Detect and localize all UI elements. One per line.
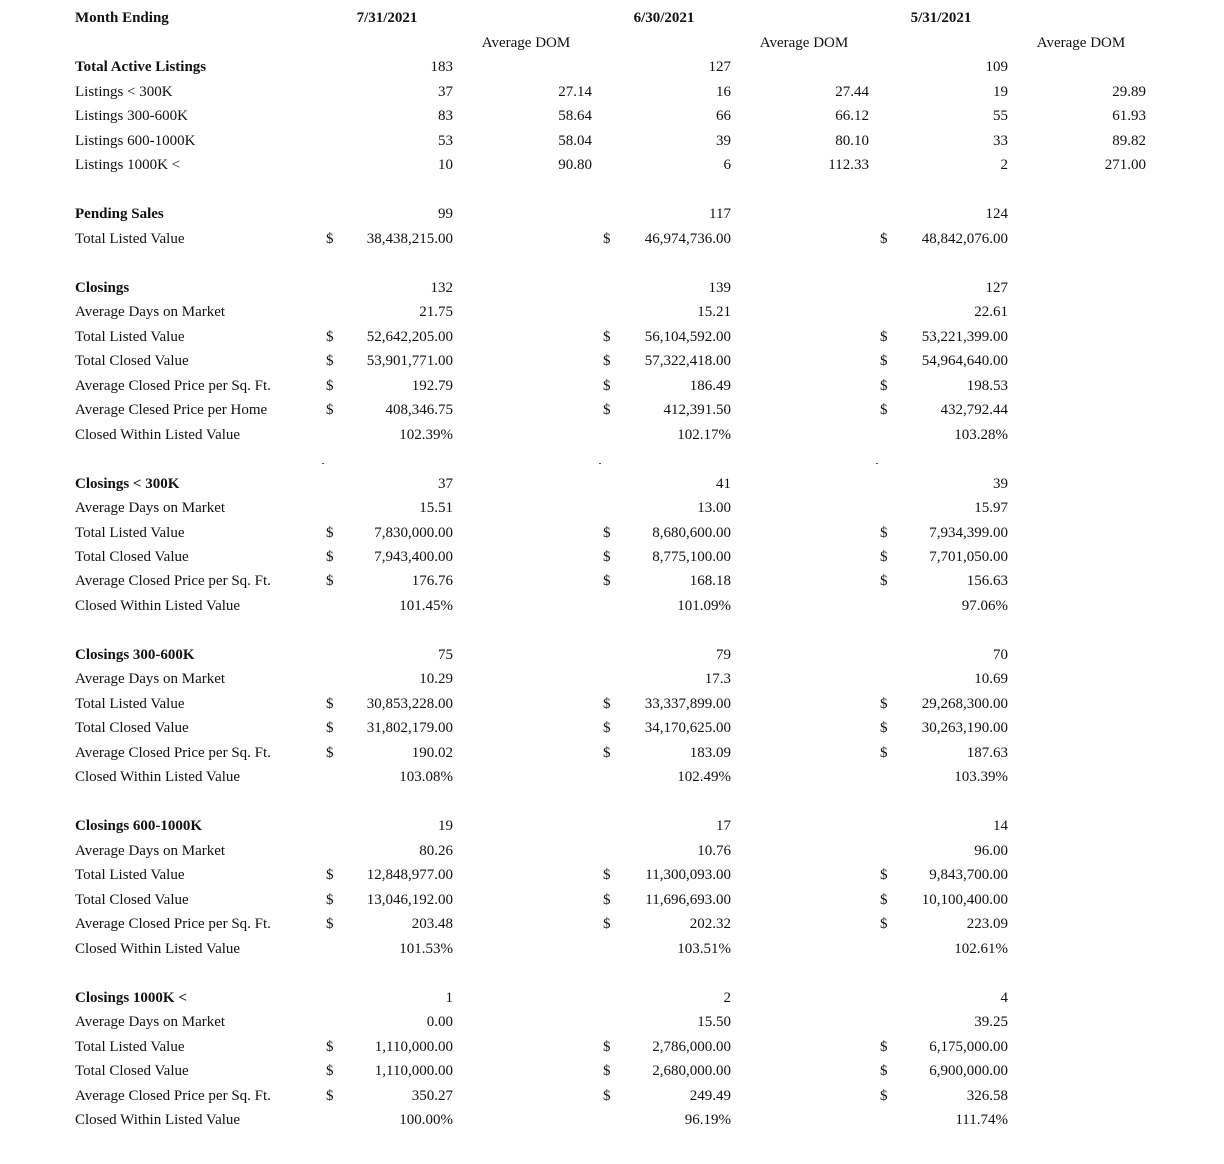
- dollar-sign: $: [326, 720, 334, 736]
- listed-value: 7,934,399.00: [929, 525, 1008, 541]
- listing-dom: 29.89: [1112, 84, 1146, 100]
- sqft-value: 187.63: [966, 745, 1008, 761]
- dollar-sign: $: [326, 402, 334, 418]
- dom-value: 15.50: [697, 1014, 731, 1030]
- listing-count: 19: [993, 84, 1008, 100]
- row-label: Average Clesed Price per Home: [75, 402, 268, 418]
- closed-value: 13,046,192.00: [366, 892, 453, 908]
- dollar-sign: $: [326, 231, 334, 247]
- row-label: Total Listed Value: [75, 329, 185, 345]
- listed-value: 12,848,977.00: [366, 867, 453, 883]
- listed-value: 56,104,592.00: [644, 329, 731, 345]
- closings-300-600k-closed-row: [0, 718, 1224, 738]
- row-label: Average Closed Price per Sq. Ft.: [75, 745, 271, 761]
- listing-count: 16: [716, 84, 731, 100]
- listing-label: Listings 1000K <: [75, 157, 181, 173]
- dollar-sign: $: [880, 1063, 888, 1079]
- closed-value: 1,110,000.00: [374, 1063, 453, 1079]
- closings-under-300k-sqft-row: [0, 571, 1224, 591]
- closings-600-1000k-closed-row: [0, 890, 1224, 910]
- sqft-value: 249.49: [689, 1088, 731, 1104]
- avg-dom-header-3: Average DOM: [1036, 35, 1126, 51]
- home-value: 408,346.75: [385, 402, 453, 418]
- dom-value: 15.97: [974, 500, 1008, 516]
- stray-mark: [876, 463, 878, 464]
- dollar-sign: $: [880, 892, 888, 908]
- dollar-sign: $: [326, 1063, 334, 1079]
- dollar-sign: $: [603, 378, 611, 394]
- closings-600-1000k-listed-row: [0, 865, 1224, 885]
- stray-mark: [322, 463, 324, 464]
- home-value: 432,792.44: [940, 402, 1008, 418]
- dollar-sign: $: [326, 573, 334, 589]
- closing-count: 2: [723, 990, 731, 1006]
- listing-count: 39: [716, 133, 731, 149]
- closings-closed-row: [0, 351, 1224, 371]
- listing-label: Listings 300-600K: [75, 108, 188, 124]
- closings-over-1000k-total-row: [0, 988, 1224, 1008]
- dollar-sign: $: [880, 696, 888, 712]
- closings-under-300k-within-row: [0, 596, 1224, 616]
- closings-600-1000k-sqft-row: [0, 914, 1224, 934]
- dollar-sign: $: [880, 525, 888, 541]
- dollar-sign: $: [880, 402, 888, 418]
- listing-dom: 27.14: [558, 84, 592, 100]
- dollar-sign: $: [326, 329, 334, 345]
- stray-mark: [599, 463, 601, 464]
- listings-over-1000k-row: [0, 155, 1224, 175]
- dollar-sign: $: [880, 549, 888, 565]
- row-label: Average Days on Market: [75, 500, 226, 516]
- closed-value: 53,901,771.00: [366, 353, 453, 369]
- closed-value: 8,775,100.00: [652, 549, 731, 565]
- active-listings-title: Total Active Listings: [75, 59, 207, 75]
- listing-count: 2: [1000, 157, 1008, 173]
- dollar-sign: $: [326, 1039, 334, 1055]
- closed-value: 7,943,400.00: [374, 549, 453, 565]
- closings-sqft-row: [0, 376, 1224, 396]
- closing-count: 127: [985, 280, 1008, 296]
- avg-dom-header-row: [0, 33, 1224, 53]
- closing-count: 17: [716, 818, 731, 834]
- closing-count: 4: [1000, 990, 1008, 1006]
- dollar-sign: $: [326, 378, 334, 394]
- section-title: Closings 1000K <: [75, 990, 187, 1006]
- closed-value: 11,696,693.00: [645, 892, 731, 908]
- closings-300-600k-total-row: [0, 645, 1224, 665]
- listings-300-600k-row: [0, 106, 1224, 126]
- dom-value: 10.69: [974, 671, 1008, 687]
- listed-value: 2,786,000.00: [652, 1039, 731, 1055]
- sqft-value: 223.09: [966, 916, 1008, 932]
- dollar-sign: $: [603, 573, 611, 589]
- closed-value: 6,900,000.00: [929, 1063, 1008, 1079]
- listing-count: 33: [993, 133, 1008, 149]
- listing-count: 55: [993, 108, 1008, 124]
- closings-over-1000k-dom-row: [0, 1012, 1224, 1032]
- closed-value: 54,964,640.00: [921, 353, 1008, 369]
- within-value: 103.28%: [954, 427, 1008, 443]
- dollar-sign: $: [880, 1039, 888, 1055]
- within-value: 111.74%: [955, 1112, 1008, 1128]
- sqft-value: 192.79: [411, 378, 453, 394]
- sqft-value: 186.49: [689, 378, 731, 394]
- within-value: 97.06%: [961, 598, 1008, 614]
- closed-value: 34,170,625.00: [644, 720, 731, 736]
- closings-total-row: [0, 278, 1224, 298]
- dollar-sign: $: [326, 867, 334, 883]
- closing-count: 75: [438, 647, 453, 663]
- sqft-value: 202.32: [689, 916, 731, 932]
- closings-dom-row: [0, 302, 1224, 322]
- listing-count: 10: [438, 157, 453, 173]
- sqft-value: 198.53: [966, 378, 1008, 394]
- row-label: Total Closed Value: [75, 892, 189, 908]
- home-value: 412,391.50: [663, 402, 731, 418]
- dollar-sign: $: [326, 745, 334, 761]
- dollar-sign: $: [880, 720, 888, 736]
- listing-dom: 112.33: [828, 157, 869, 173]
- dollar-sign: $: [880, 573, 888, 589]
- closings-over-1000k-within-row: [0, 1110, 1224, 1130]
- dollar-sign: $: [603, 892, 611, 908]
- dollar-sign: $: [326, 353, 334, 369]
- closed-value: 10,100,400.00: [921, 892, 1008, 908]
- closings-within-row: [0, 425, 1224, 445]
- dollar-sign: $: [326, 892, 334, 908]
- dollar-sign: $: [880, 745, 888, 761]
- closing-count: 19: [438, 818, 453, 834]
- row-label: Total Closed Value: [75, 353, 189, 369]
- dollar-sign: $: [326, 696, 334, 712]
- active-total-1: 183: [430, 59, 453, 75]
- row-label: Average Closed Price per Sq. Ft.: [75, 1088, 271, 1104]
- avg-dom-header-1: Average DOM: [481, 35, 571, 51]
- sqft-value: 168.18: [689, 573, 731, 589]
- closings-600-1000k-dom-row: [0, 841, 1224, 861]
- closings-listed-row: [0, 327, 1224, 347]
- closing-count: 1: [445, 990, 453, 1006]
- pending-listed-label: Total Listed Value: [75, 231, 185, 247]
- dollar-sign: $: [880, 1088, 888, 1104]
- dollar-sign: $: [326, 1088, 334, 1104]
- closings-300-600k-dom-row: [0, 669, 1224, 689]
- dom-value: 80.26: [419, 843, 453, 859]
- dollar-sign: $: [603, 525, 611, 541]
- dollar-sign: $: [603, 549, 611, 565]
- row-label: Closed Within Listed Value: [75, 941, 241, 957]
- closing-count: 79: [716, 647, 731, 663]
- dollar-sign: $: [603, 1039, 611, 1055]
- closed-value: 30,263,190.00: [921, 720, 1008, 736]
- within-value: 103.51%: [677, 941, 731, 957]
- listing-count: 53: [438, 133, 453, 149]
- within-value: 103.39%: [954, 769, 1008, 785]
- pending-listed-2: 46,974,736.00: [644, 231, 731, 247]
- listed-value: 53,221,399.00: [921, 329, 1008, 345]
- sqft-value: 183.09: [689, 745, 731, 761]
- closings-600-1000k-within-row: [0, 939, 1224, 959]
- dollar-sign: $: [603, 1088, 611, 1104]
- listed-value: 33,337,899.00: [644, 696, 731, 712]
- within-value: 102.17%: [677, 427, 731, 443]
- dollar-sign: $: [880, 353, 888, 369]
- row-label: Average Days on Market: [75, 843, 226, 859]
- row-label: Average Days on Market: [75, 671, 226, 687]
- listing-label: Listings < 300K: [75, 84, 173, 100]
- row-label: Total Listed Value: [75, 1039, 185, 1055]
- within-value: 100.00%: [399, 1112, 453, 1128]
- listing-dom: 271.00: [1104, 157, 1146, 173]
- section-title: Closings: [75, 280, 130, 296]
- listed-value: 1,110,000.00: [374, 1039, 453, 1055]
- row-label: Average Days on Market: [75, 1014, 226, 1030]
- within-value: 101.09%: [677, 598, 731, 614]
- closed-value: 7,701,050.00: [929, 549, 1008, 565]
- closing-count: 14: [993, 818, 1008, 834]
- closing-count: 139: [708, 280, 731, 296]
- closing-count: 132: [430, 280, 453, 296]
- listed-value: 52,642,205.00: [366, 329, 453, 345]
- closings-over-1000k-sqft-row: [0, 1086, 1224, 1106]
- dom-value: 10.76: [697, 843, 731, 859]
- date-col-3: 5/31/2021: [910, 10, 972, 26]
- dom-value: 17.3: [704, 671, 731, 687]
- dollar-sign: $: [603, 745, 611, 761]
- row-label: Total Listed Value: [75, 525, 185, 541]
- listing-count: 6: [723, 157, 731, 173]
- dollar-sign: $: [603, 353, 611, 369]
- dollar-sign: $: [603, 696, 611, 712]
- dollar-sign: $: [326, 549, 334, 565]
- listing-count: 83: [438, 108, 453, 124]
- dom-value: 0.00: [426, 1014, 453, 1030]
- dollar-sign: $: [880, 378, 888, 394]
- listing-dom: 89.82: [1112, 133, 1146, 149]
- listed-value: 7,830,000.00: [374, 525, 453, 541]
- row-label: Average Closed Price per Sq. Ft.: [75, 916, 271, 932]
- row-label: Total Listed Value: [75, 696, 185, 712]
- dom-value: 13.00: [697, 500, 731, 516]
- dollar-sign: $: [603, 402, 611, 418]
- sqft-value: 190.02: [411, 745, 453, 761]
- closed-value: 2,680,000.00: [652, 1063, 731, 1079]
- closings-under-300k-total-row: [0, 474, 1224, 494]
- within-value: 102.61%: [954, 941, 1008, 957]
- section-title: Closings 600-1000K: [75, 818, 203, 834]
- dollar-sign: $: [603, 867, 611, 883]
- month-ending-label: Month Ending: [75, 10, 169, 26]
- closings-300-600k-within-row: [0, 767, 1224, 787]
- row-label: Average Closed Price per Sq. Ft.: [75, 378, 271, 394]
- dom-value: 39.25: [974, 1014, 1008, 1030]
- dollar-sign: $: [603, 231, 611, 247]
- within-value: 96.19%: [684, 1112, 731, 1128]
- closing-count: 70: [993, 647, 1008, 663]
- pending-listed-3: 48,842,076.00: [921, 231, 1008, 247]
- active-total-2: 127: [708, 59, 731, 75]
- row-label: Closed Within Listed Value: [75, 598, 241, 614]
- sqft-value: 350.27: [411, 1088, 453, 1104]
- dom-value: 15.51: [419, 500, 453, 516]
- dollar-sign: $: [880, 231, 888, 247]
- sqft-value: 326.58: [966, 1088, 1008, 1104]
- dollar-sign: $: [326, 916, 334, 932]
- closings-over-1000k-closed-row: [0, 1061, 1224, 1081]
- row-label: Average Days on Market: [75, 304, 226, 320]
- closings-300-600k-listed-row: [0, 694, 1224, 714]
- dollar-sign: $: [603, 329, 611, 345]
- pending-sales-row: [0, 204, 1224, 224]
- row-label: Closed Within Listed Value: [75, 1112, 241, 1128]
- listings-600-1000k-row: [0, 131, 1224, 151]
- row-label: Total Closed Value: [75, 549, 189, 565]
- dom-value: 22.61: [974, 304, 1008, 320]
- row-label: Closed Within Listed Value: [75, 769, 241, 785]
- row-label: Average Closed Price per Sq. Ft.: [75, 573, 271, 589]
- row-label: Closed Within Listed Value: [75, 427, 241, 443]
- closing-count: 41: [716, 476, 731, 492]
- listed-value: 30,853,228.00: [366, 696, 453, 712]
- listed-value: 8,680,600.00: [652, 525, 731, 541]
- dom-value: 96.00: [974, 843, 1008, 859]
- dollar-sign: $: [880, 916, 888, 932]
- listing-dom: 27.44: [835, 84, 869, 100]
- dollar-sign: $: [603, 720, 611, 736]
- date-col-2: 6/30/2021: [633, 10, 695, 26]
- sqft-value: 176.76: [411, 573, 453, 589]
- closing-count: 37: [438, 476, 453, 492]
- row-label: Total Closed Value: [75, 1063, 189, 1079]
- listing-dom: 58.64: [558, 108, 592, 124]
- dom-value: 15.21: [697, 304, 731, 320]
- pending-total-2: 117: [709, 206, 731, 222]
- listing-dom: 90.80: [558, 157, 592, 173]
- listed-value: 6,175,000.00: [929, 1039, 1008, 1055]
- closed-value: 57,322,418.00: [644, 353, 731, 369]
- section-title: Closings 300-600K: [75, 647, 195, 663]
- avg-dom-header-2: Average DOM: [759, 35, 849, 51]
- listing-dom: 80.10: [835, 133, 869, 149]
- closed-value: 31,802,179.00: [366, 720, 453, 736]
- active-total-3: 109: [985, 59, 1008, 75]
- date-col-1: 7/31/2021: [356, 10, 418, 26]
- dollar-sign: $: [880, 867, 888, 883]
- row-label: Total Listed Value: [75, 867, 185, 883]
- sqft-value: 203.48: [411, 916, 453, 932]
- listing-count: 66: [716, 108, 731, 124]
- within-value: 102.39%: [399, 427, 453, 443]
- listing-dom: 58.04: [558, 133, 592, 149]
- closings-under-300k-closed-row: [0, 547, 1224, 567]
- within-value: 101.45%: [399, 598, 453, 614]
- section-title: Closings < 300K: [75, 476, 180, 492]
- closings-300-600k-sqft-row: [0, 743, 1224, 763]
- listing-count: 37: [438, 84, 453, 100]
- dollar-sign: $: [326, 525, 334, 541]
- dom-value: 10.29: [419, 671, 453, 687]
- closings-under-300k-dom-row: [0, 498, 1224, 518]
- dollar-sign: $: [880, 329, 888, 345]
- closings-600-1000k-total-row: [0, 816, 1224, 836]
- listed-value: 11,300,093.00: [645, 867, 731, 883]
- within-value: 102.49%: [677, 769, 731, 785]
- dom-value: 21.75: [419, 304, 453, 320]
- closings-home-row: [0, 400, 1224, 420]
- within-value: 103.08%: [399, 769, 453, 785]
- closing-count: 39: [993, 476, 1008, 492]
- pending-sales-title: Pending Sales: [75, 206, 164, 222]
- listed-value: 29,268,300.00: [921, 696, 1008, 712]
- listing-dom: 61.93: [1112, 108, 1146, 124]
- active-listings-total-row: [0, 57, 1224, 77]
- header-row: [0, 8, 1224, 28]
- listed-value: 9,843,700.00: [929, 867, 1008, 883]
- closings-over-1000k-listed-row: [0, 1037, 1224, 1057]
- row-label: Total Closed Value: [75, 720, 189, 736]
- listing-dom: 66.12: [835, 108, 869, 124]
- within-value: 101.53%: [399, 941, 453, 957]
- pending-total-3: 124: [985, 206, 1008, 222]
- listing-label: Listings 600-1000K: [75, 133, 196, 149]
- dollar-sign: $: [603, 1063, 611, 1079]
- pending-total-1: 99: [438, 206, 453, 222]
- dollar-sign: $: [603, 916, 611, 932]
- sqft-value: 156.63: [966, 573, 1008, 589]
- listings-under-300k-row: [0, 82, 1224, 102]
- closings-under-300k-listed-row: [0, 523, 1224, 543]
- pending-listed-value-row: [0, 229, 1224, 249]
- pending-listed-1: 38,438,215.00: [366, 231, 453, 247]
